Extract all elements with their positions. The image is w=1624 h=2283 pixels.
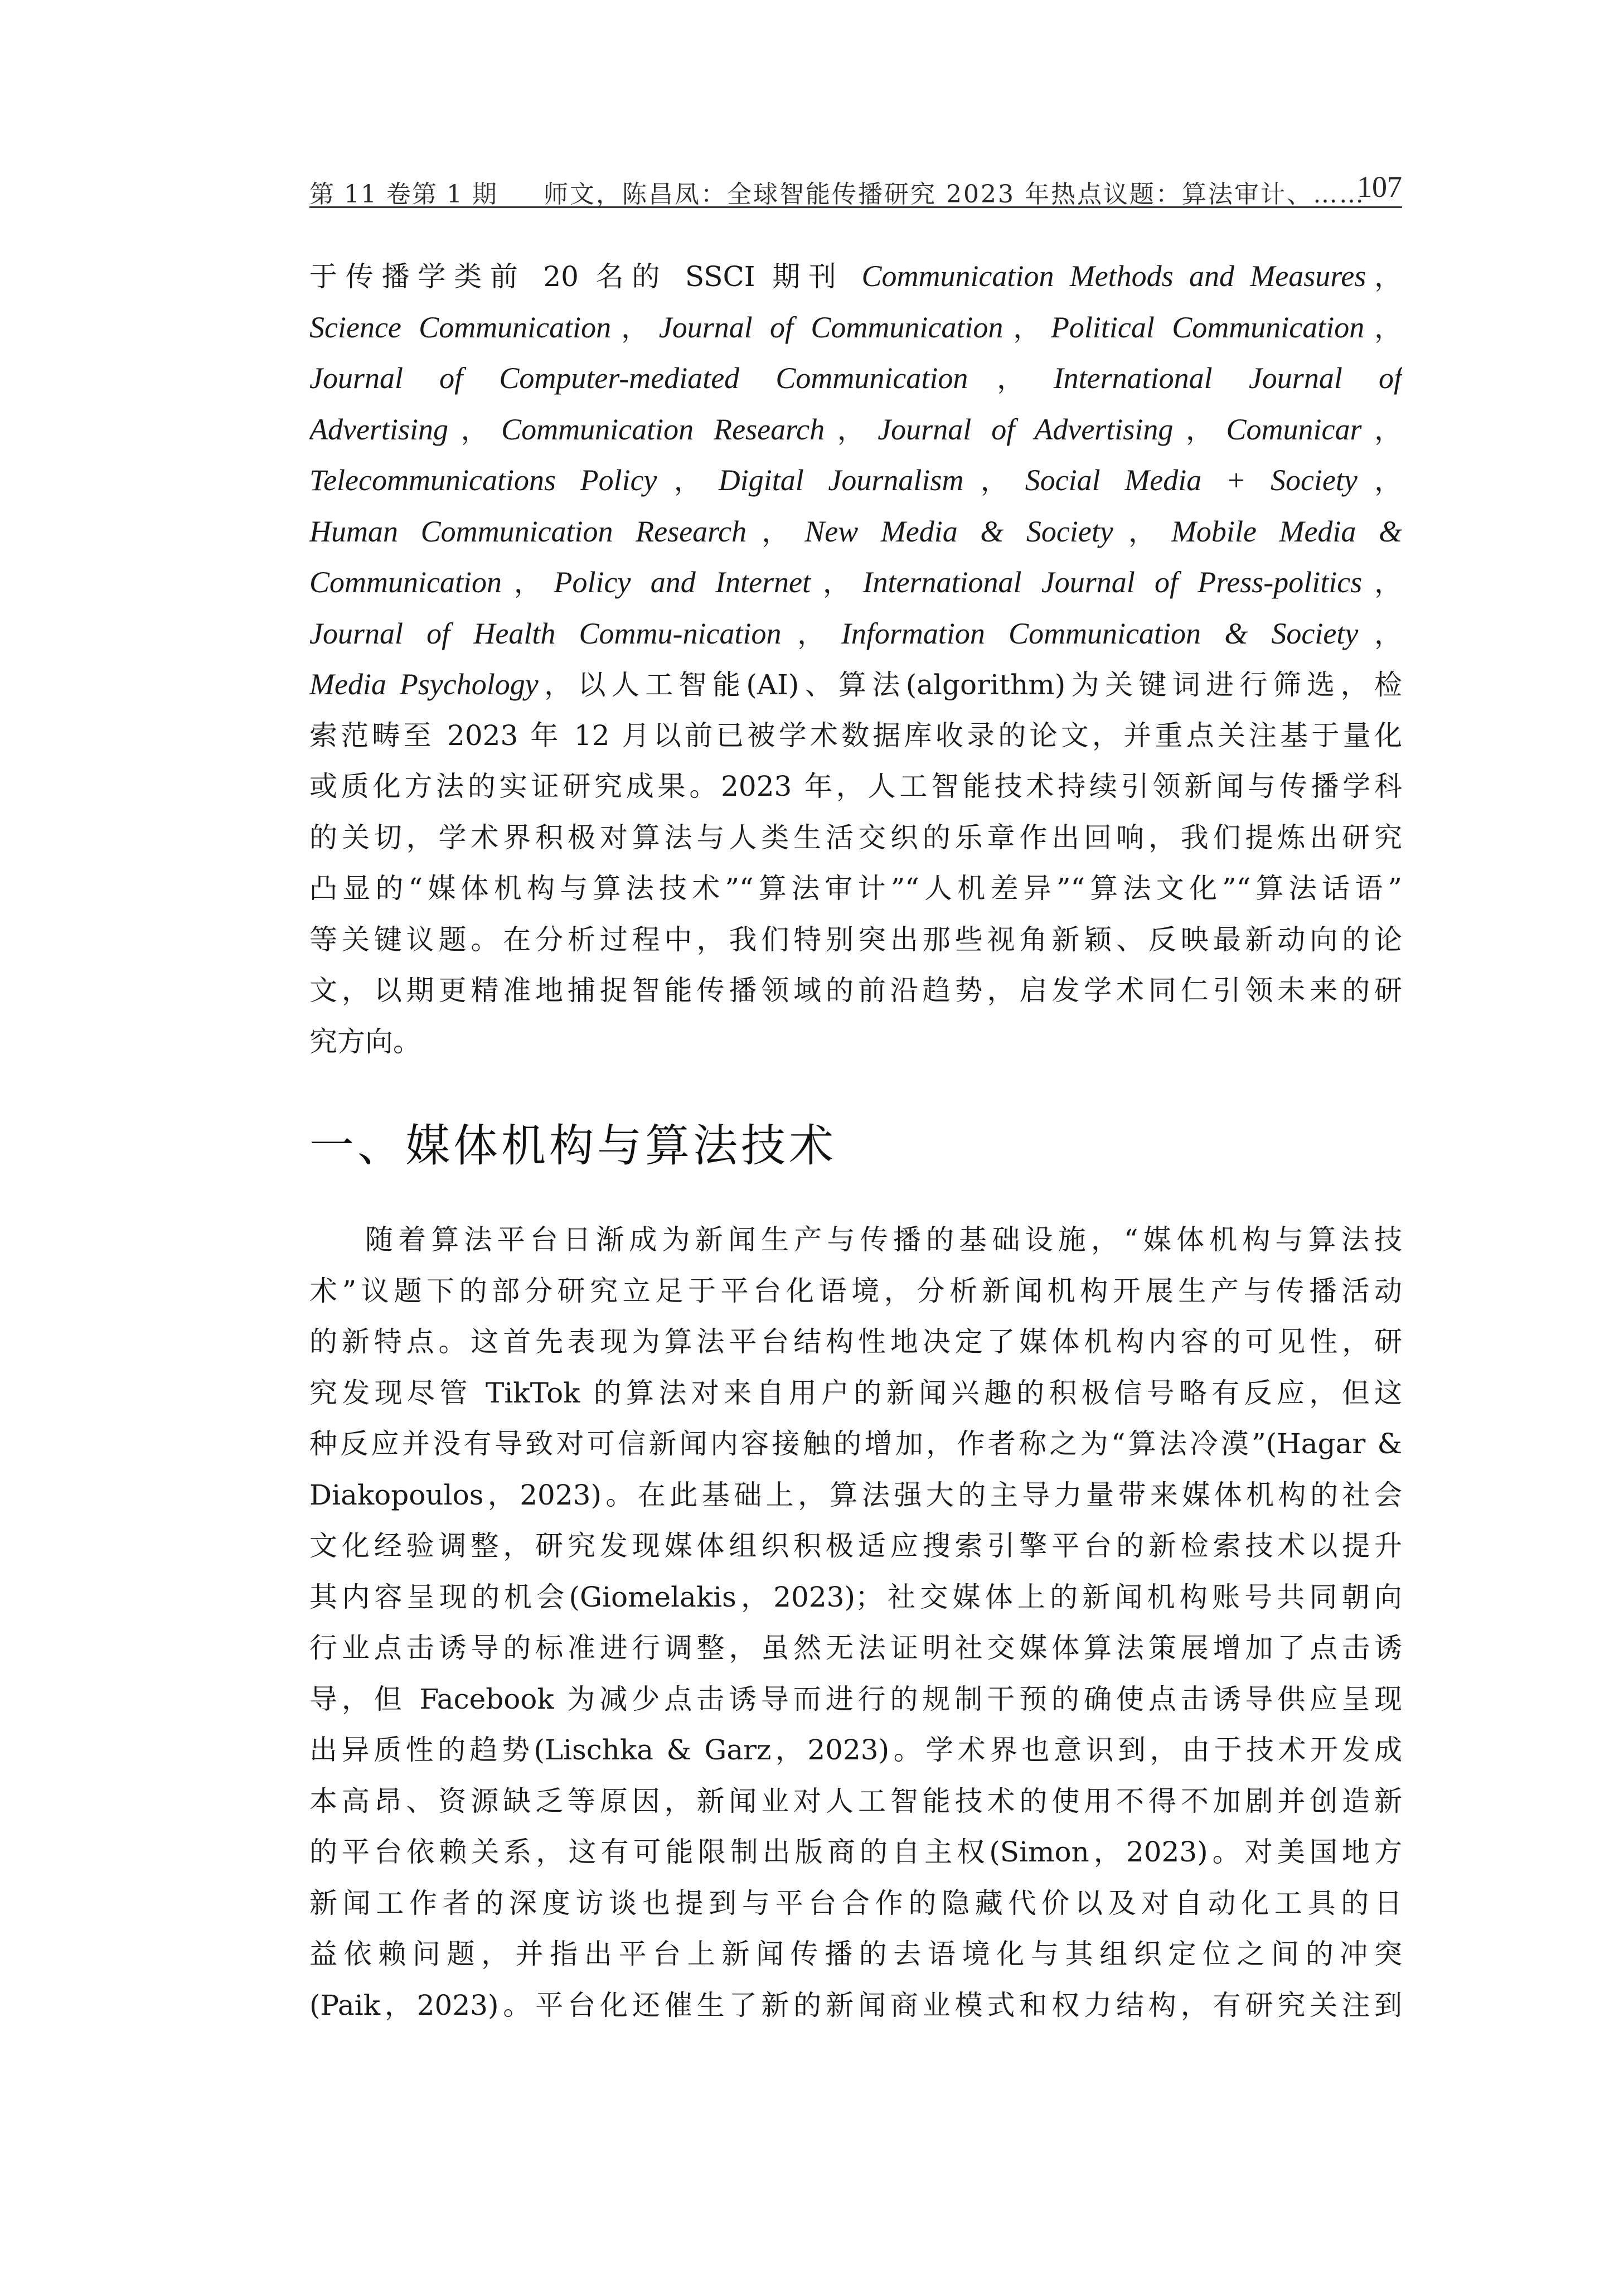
text-line [309, 659, 1402, 710]
text-line: 本高昂、资源缺乏等原因，新闻业对人工智能技术的使用不得不加剧并创造新 [309, 1784, 1402, 1817]
journal-title: Telecommunications Policy [309, 463, 657, 497]
text-run: ， [963, 465, 1025, 497]
text-run: ， [1358, 617, 1402, 650]
journal-title: Communication [309, 565, 502, 599]
text-line [309, 710, 1402, 762]
text-run: 究方向。 [309, 1025, 421, 1058]
text-line [309, 965, 1402, 1017]
text-run: 文，以期更精准地捕捉智能传播领域的前沿趋势，启发学术同仁引领未来的研 [309, 974, 1402, 1007]
text-line: 术”议题下的部分研究立足于平台化语境，分析新闻机构开展生产与传播活动 [309, 1274, 1402, 1307]
text-line: 的新特点。这首先表现为算法平台结构性地决定了媒体机构内容的可见性，研 [309, 1326, 1402, 1358]
text-line: 种反应并没有导致对可信新闻内容接触的增加，作者称之为“算法冷漠”(Hagar & [309, 1428, 1402, 1460]
journal-title: Journal of Computer-mediated Communication [309, 361, 968, 395]
page-number: 107 [1357, 170, 1402, 204]
text-run: 等关键议题。在分析过程中，我们特别突出那些视角新颖、反映最新动向的论 [309, 923, 1402, 956]
text-line: 益依赖问题，并指出平台上新闻传播的去语境化与其组织定位之间的冲突 [309, 1938, 1402, 1970]
text-line [309, 608, 1402, 660]
journal-title: Policy and Internet [554, 565, 811, 599]
journal-title: Social Media + Society [1025, 463, 1358, 497]
text-line [309, 557, 1402, 608]
text-line: 的平台依赖关系，这有可能限制出版商的自主权(Simon，2023)。对美国地方 [309, 1836, 1402, 1868]
text-line [309, 302, 1402, 354]
text-line [309, 863, 1402, 915]
text-run: ， [1366, 260, 1402, 293]
text-run: ， [611, 311, 659, 344]
journal-title: Information Communication & Society [841, 616, 1359, 650]
text-run: ， [1364, 311, 1402, 344]
journal-title: International Journal of [1053, 361, 1402, 395]
text-line [309, 915, 1402, 966]
paragraph-2 [309, 1215, 1402, 2096]
paragraph-1 [309, 251, 1402, 1065]
text-line: 随着算法平台日渐成为新闻生产与传播的基础设施，“媒体机构与算法技 [365, 1223, 1402, 1256]
text-run: ， [968, 362, 1054, 395]
journal-title: International Journal of Press-politics [862, 565, 1363, 599]
text-run: ， [1362, 567, 1402, 599]
text-line: 究发现尽管 TikTok 的算法对来自用户的新闻兴趣的积极信号略有反应，但这 [309, 1376, 1402, 1409]
text-run: 或质化方法的实证研究成果。2023 年，人工智能技术持续引领新闻与传播学科 [309, 770, 1402, 802]
text-line [309, 506, 1402, 558]
text-run: ， [1173, 413, 1227, 446]
section-heading: 一、媒体机构与算法技术 [309, 1120, 837, 1172]
journal-title: Journal of Communication [658, 310, 1004, 344]
journal-title: Advertising [309, 412, 448, 446]
text-line: 导，但 Facebook 为减少点击诱导而进行的规制干预的确使点击诱导供应呈现 [309, 1682, 1402, 1715]
journal-title: Science Communication [309, 310, 612, 344]
running-header [309, 167, 1402, 208]
text-run: 凸显的“媒体机构与算法技术”“算法审计”“人机差异”“算法文化”“算法话语” [309, 872, 1402, 905]
journal-title: Journal of Health Commu-nication [309, 616, 782, 650]
text-line [309, 761, 1402, 812]
text-run: ， [810, 567, 863, 599]
text-run: ， [1113, 515, 1171, 548]
journal-title: Political Communication [1050, 310, 1365, 344]
journal-title: New Media & Society [804, 514, 1113, 548]
text-run: 于传播学类前 20 名的 SSCI 期刊 [309, 260, 862, 293]
text-run: ， [1003, 311, 1051, 344]
text-line: (Paik，2023)。平台化还催生了新的新闻商业模式和权力结构，有研究关注到 [309, 1989, 1402, 2021]
text-line: 行业点击诱导的标准进行调整，虽然无法证明社交媒体算法策展增加了点击诱 [309, 1632, 1402, 1664]
text-line [309, 353, 1402, 404]
text-line: 出异质性的趋势(Lischka & Garz，2023)。学术界也意识到，由于技术开发成 [309, 1734, 1402, 1766]
volume-issue: 第 11 卷第 1 期 [309, 180, 498, 209]
journal-title: Media Psychology [309, 668, 539, 701]
text-line [309, 455, 1402, 506]
text-run: ， [502, 567, 554, 599]
text-run: 的关切，学术界积极对算法与人类生活交织的乐章作出回响，我们提炼出研究 [309, 821, 1402, 854]
journal-title: Communication Research [501, 412, 825, 446]
text-line: 新闻工作者的深度访谈也提到与平台合作的隐藏代价以及对自动化工具的日 [309, 1887, 1402, 1919]
text-run: ， [448, 413, 502, 446]
text-run: ， [1361, 413, 1402, 446]
journal-title: Digital Journalism [718, 463, 964, 497]
text-run: ， [746, 515, 805, 548]
text-run: ， [1357, 465, 1402, 497]
text-run: ， [825, 413, 878, 446]
journal-title: Journal of Advertising [878, 412, 1174, 446]
journal-title: Mobile Media & [1171, 514, 1402, 548]
running-title: 师文，陈昌凤：全球智能传播研究 2023 年热点议题：算法审计、…… [544, 180, 1365, 209]
text-run: 索范畴至 2023 年 12 月以前已被学术数据库收录的论文，并重点关注基于量化 [309, 719, 1402, 752]
text-line [309, 812, 1402, 864]
text-run: ， [657, 465, 719, 497]
text-line: Diakopoulos，2023)。在此基础上，算法强大的主导力量带来媒体机构的社会 [309, 1478, 1402, 1511]
text-line [309, 1017, 1402, 1068]
text-run: ，以人工智能(AI)、算法(algorithm)为关键词进行筛选，检 [538, 669, 1402, 701]
text-line: 其内容呈现的机会(Giomelakis，2023)；社交媒体上的新闻机构账号共同朝向 [309, 1580, 1402, 1613]
journal-title: Human Communication Research [309, 514, 747, 548]
text-line [309, 251, 1402, 302]
journal-title: Comunicar [1226, 412, 1362, 446]
text-line [309, 404, 1402, 456]
text-line: 文化经验调整，研究发现媒体组织积极适应搜索引擎平台的新检索技术以提升 [309, 1530, 1402, 1562]
journal-title: Communication Methods and Measures [861, 259, 1366, 293]
text-run: ， [781, 617, 841, 650]
